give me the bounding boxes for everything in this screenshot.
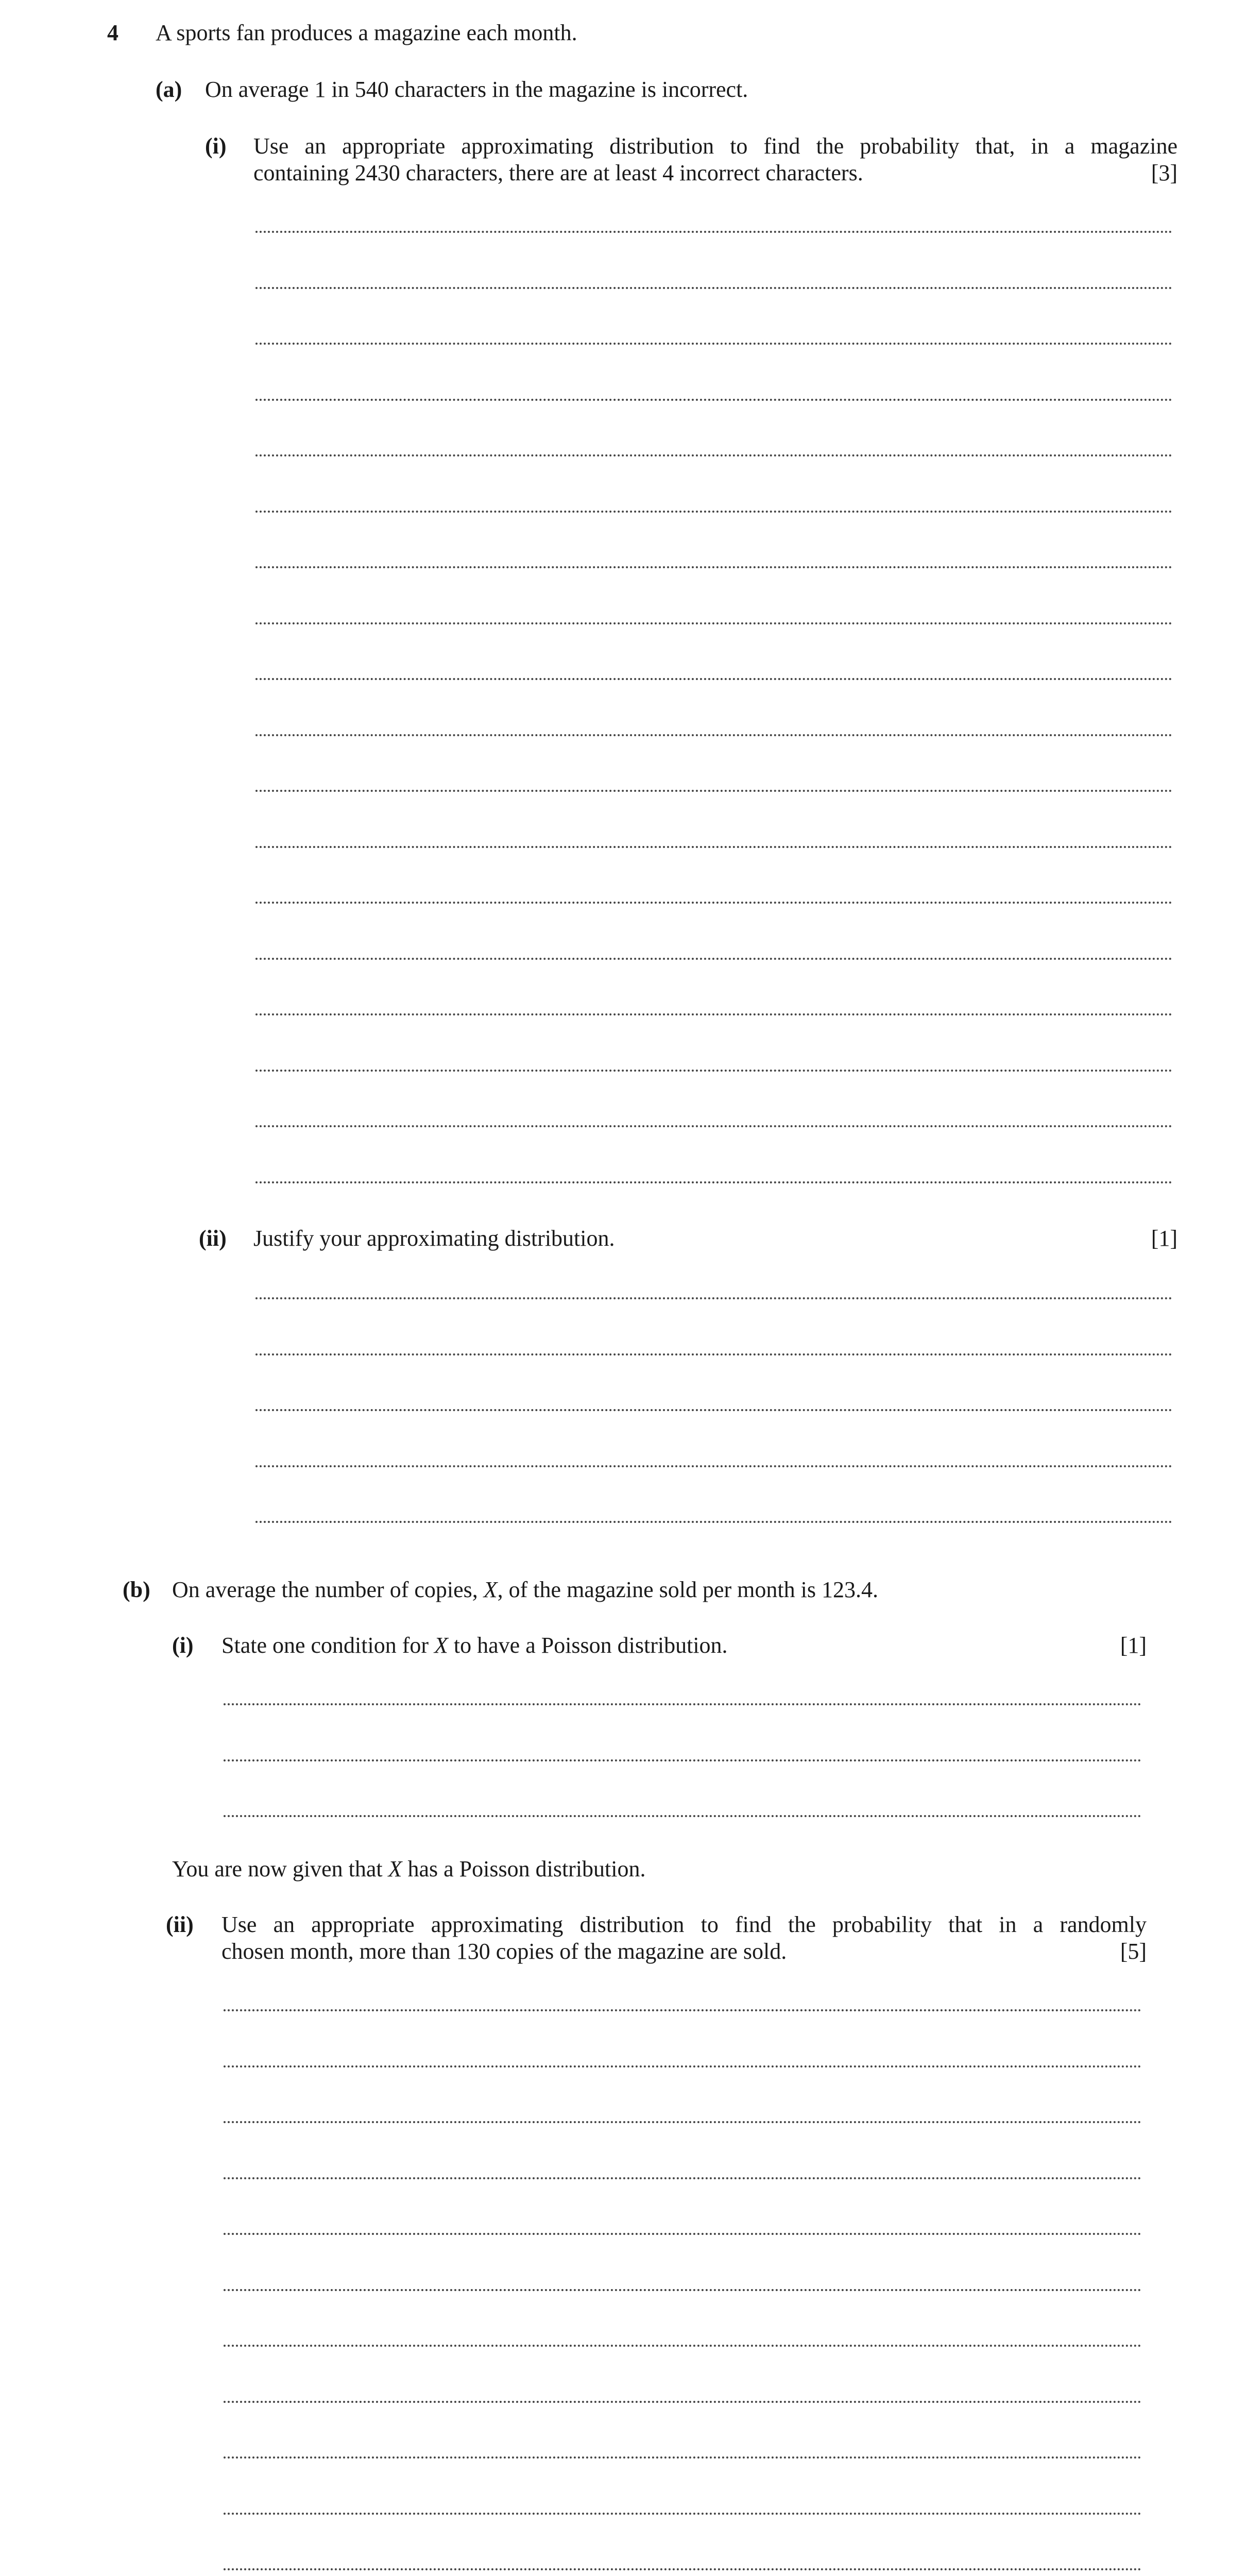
answer-line[interactable]: [255, 622, 1172, 624]
part-a-i-marks: [3]: [1151, 160, 1177, 185]
answer-line[interactable]: [255, 1521, 1172, 1523]
answer-line[interactable]: [255, 958, 1172, 960]
part-b-ii-line2: chosen month, more than 130 copies of the magazine are sold.: [221, 1939, 787, 1964]
part-a-ii-marks: [1]: [1151, 1226, 1177, 1251]
answer-line[interactable]: [224, 2121, 1141, 2123]
answer-line[interactable]: [224, 2401, 1141, 2403]
answer-line[interactable]: [255, 1353, 1172, 1355]
variable-x: X: [434, 1633, 448, 1658]
answer-line[interactable]: [255, 1070, 1172, 1072]
answer-line[interactable]: [255, 1409, 1172, 1411]
answer-line[interactable]: [224, 2568, 1141, 2570]
part-b-text: On average the number of copies, X, of the magazine sold per month is 123.4.: [172, 1577, 878, 1602]
answer-line[interactable]: [255, 454, 1172, 456]
answer-line[interactable]: [224, 2456, 1141, 2459]
answer-line[interactable]: [255, 287, 1172, 289]
part-b-ii-label: (ii): [166, 1912, 194, 1937]
answer-line[interactable]: [255, 1297, 1172, 1299]
answer-line[interactable]: [224, 1703, 1141, 1705]
answer-line[interactable]: [255, 566, 1172, 568]
part-a-i-label: (i): [205, 133, 227, 159]
answer-line[interactable]: [255, 343, 1172, 345]
part-a-label: (a): [156, 77, 182, 102]
answer-line[interactable]: [224, 1759, 1141, 1761]
part-b-i-text: State one condition for X to have a Poisson distribution.: [221, 1633, 728, 1658]
part-a-ii-text: Justify your approximating distribution.: [253, 1226, 615, 1251]
question-stem: A sports fan produces a magazine each month.: [156, 20, 577, 45]
answer-line[interactable]: [224, 2009, 1141, 2011]
answer-line[interactable]: [224, 2233, 1141, 2235]
part-b-label: (b): [123, 1577, 150, 1602]
part-a-ii-label: (ii): [199, 1226, 227, 1251]
answer-line[interactable]: [255, 678, 1172, 680]
answer-line[interactable]: [255, 231, 1172, 233]
part-b-i-marks: [1]: [1120, 1633, 1147, 1658]
given-statement: You are now given that X has a Poisson distribution.: [172, 1856, 646, 1882]
answer-line[interactable]: [255, 1465, 1172, 1467]
answer-line[interactable]: [255, 846, 1172, 848]
answer-line[interactable]: [224, 1815, 1141, 1817]
part-a-text: On average 1 in 540 characters in the magazine is incorrect.: [205, 77, 748, 102]
part-b-ii-line1: Use an appropriate approximating distribution to find the probability that in a randomly: [221, 1912, 1147, 1937]
answer-line[interactable]: [255, 399, 1172, 401]
question-number: 4: [107, 20, 118, 45]
answer-line[interactable]: [255, 734, 1172, 736]
answer-line[interactable]: [255, 511, 1172, 513]
answer-line[interactable]: [255, 1125, 1172, 1127]
answer-line[interactable]: [255, 790, 1172, 792]
answer-line[interactable]: [224, 2065, 1141, 2067]
part-a-i-line1: Use an appropriate approximating distribution to find the probability that, in a magazine: [253, 133, 1177, 159]
part-b-ii-marks: [5]: [1120, 1939, 1147, 1964]
part-a-i-line2: containing 2430 characters, there are at least 4 incorrect characters.: [253, 160, 863, 185]
answer-line[interactable]: [224, 2177, 1141, 2179]
variable-x: X: [483, 1577, 498, 1602]
answer-line[interactable]: [255, 902, 1172, 904]
answer-line[interactable]: [224, 2513, 1141, 2515]
answer-line[interactable]: [255, 1181, 1172, 1183]
part-b-i-label: (i): [172, 1633, 194, 1658]
answer-line[interactable]: [255, 1013, 1172, 1015]
answer-line[interactable]: [224, 2345, 1141, 2347]
variable-x: X: [388, 1856, 402, 1882]
answer-line[interactable]: [224, 2289, 1141, 2291]
